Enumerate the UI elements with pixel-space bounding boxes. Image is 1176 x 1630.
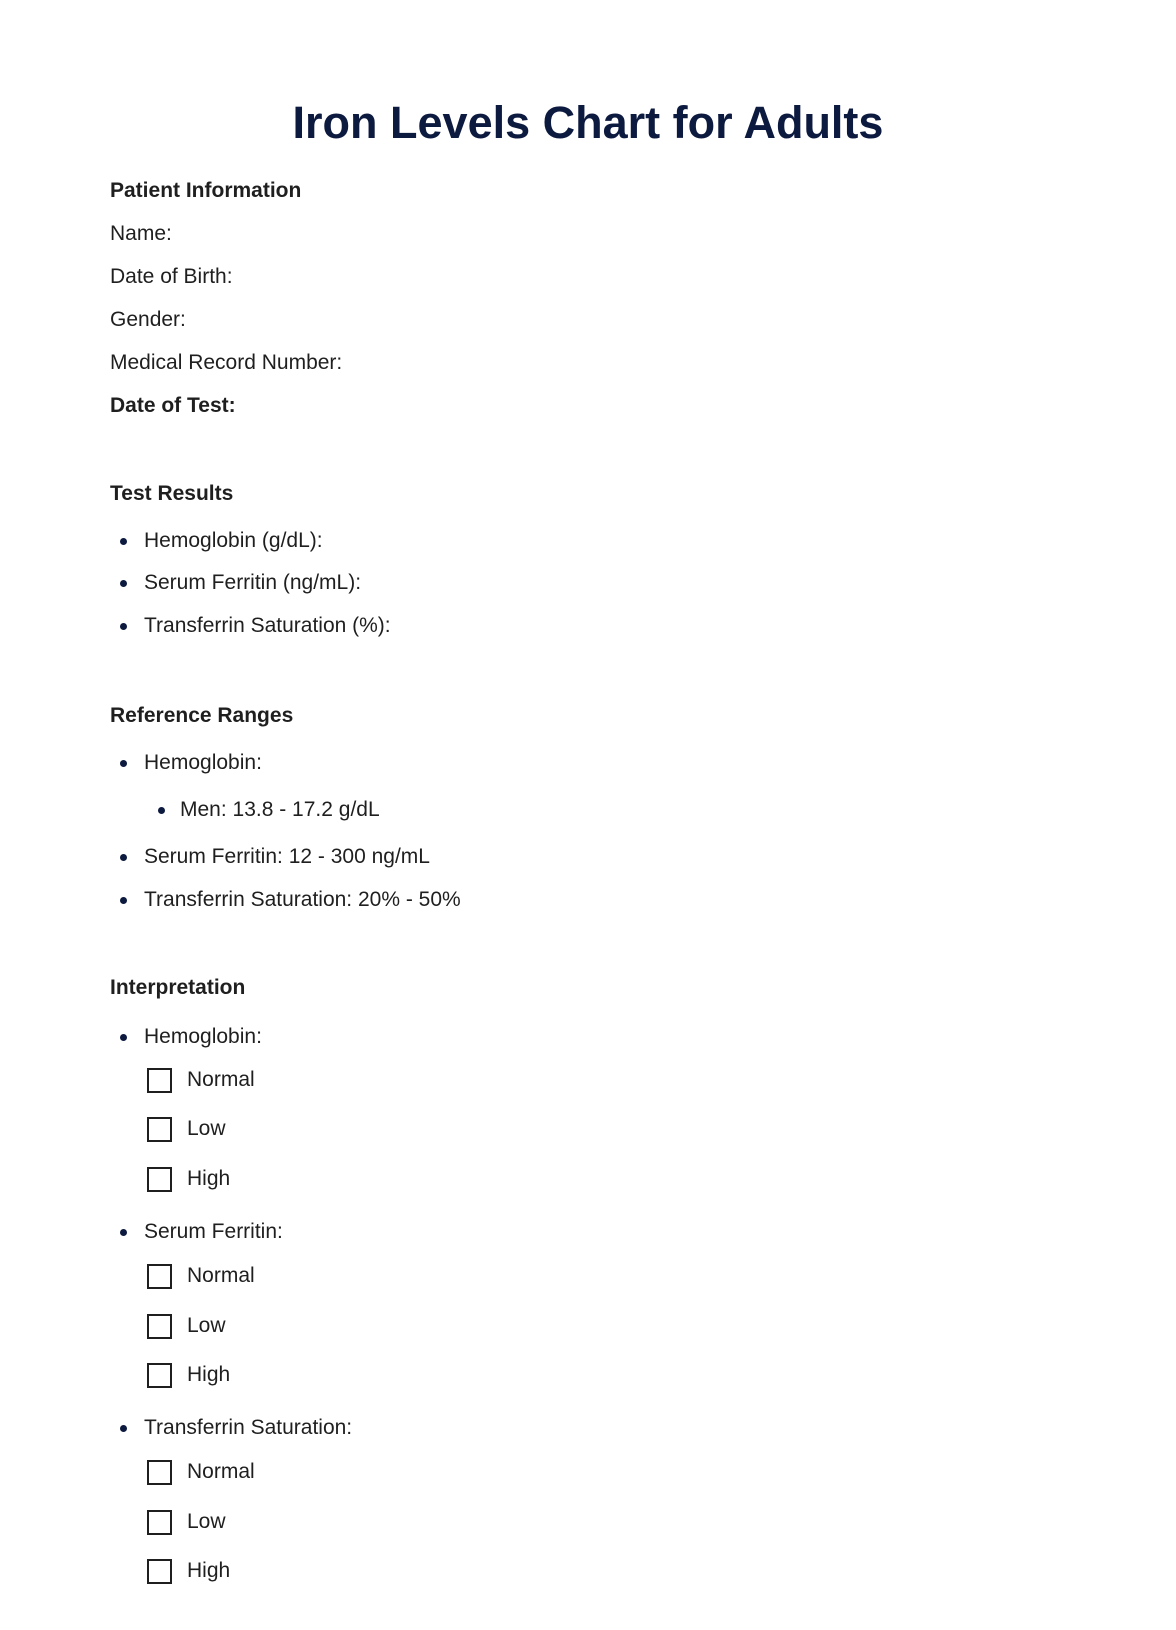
transferrin-low-checkbox[interactable] [147,1510,172,1535]
reference-ranges-heading: Reference Ranges [110,704,294,727]
ferritin-low-checkbox[interactable] [147,1314,172,1339]
hemoglobin-normal-checkbox[interactable] [147,1068,172,1093]
checkbox-label: Low [187,1117,226,1140]
mrn-field: Medical Record Number: [110,351,343,374]
gender-field: Gender: [110,308,186,331]
list-item: Men: 13.8 - 17.2 g/dL [180,798,380,821]
transferrin-high-checkbox[interactable] [147,1559,172,1584]
checkbox-label: Normal [187,1460,255,1483]
date-of-test-field: Date of Test: [110,394,236,417]
patient-info-heading: Patient Information [110,179,302,202]
transferrin-normal-checkbox[interactable] [147,1460,172,1485]
checkbox-label: Normal [187,1264,255,1287]
list-item: Hemoglobin: [144,751,262,774]
list-item: Transferrin Saturation (%): [144,614,391,637]
list-item: Transferrin Saturation: 20% - 50% [144,888,461,911]
checkbox-label: High [187,1559,231,1582]
hemoglobin-low-checkbox[interactable] [147,1117,172,1142]
test-results-heading: Test Results [110,482,234,505]
checkbox-label: High [187,1363,231,1386]
list-item: Serum Ferritin: [144,1220,283,1243]
list-item: Hemoglobin: [144,1025,262,1048]
checkbox-label: High [187,1167,231,1190]
dob-field: Date of Birth: [110,265,233,288]
page-title: Iron Levels Chart for Adults [292,97,884,148]
checkbox-label: Low [187,1314,226,1337]
hemoglobin-high-checkbox[interactable] [147,1167,172,1192]
ferritin-high-checkbox[interactable] [147,1363,172,1388]
interpretation-heading: Interpretation [110,976,246,999]
list-item: Transferrin Saturation: [144,1416,353,1439]
name-field: Name: [110,222,172,245]
checkbox-label: Low [187,1510,226,1533]
list-item: Hemoglobin (g/dL): [144,529,323,552]
list-item: Serum Ferritin: 12 - 300 ng/mL [144,845,430,868]
ferritin-normal-checkbox[interactable] [147,1264,172,1289]
checkbox-label: Normal [187,1068,255,1091]
list-item: Serum Ferritin (ng/mL): [144,571,362,594]
